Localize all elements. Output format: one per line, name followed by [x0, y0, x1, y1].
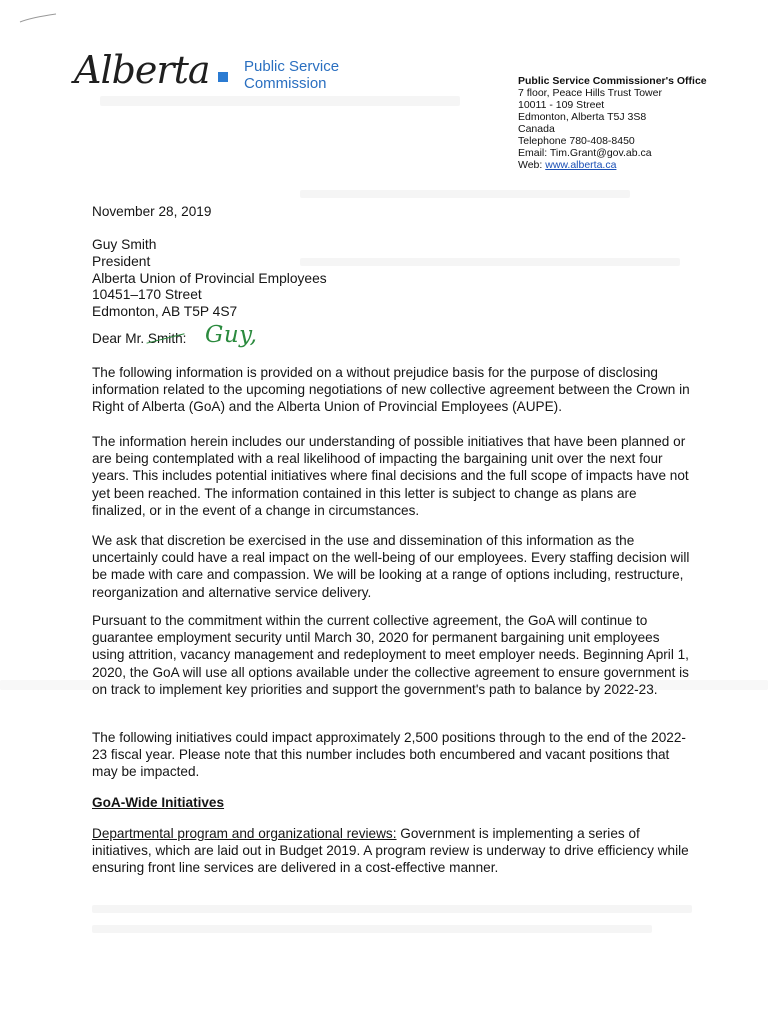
office-line: Edmonton, Alberta T5J 3S8 — [518, 111, 647, 123]
office-address-block — [518, 75, 707, 171]
paragraph-scope: The information herein includes our understanding of possible initiatives that have been planned or are being contemplated with a real likelihood of impacting the bargaining unit over the next four years. This includes potential initiatives where final decisions and the full scope of impacts have not yet been reached. The information contained in this letter is subject to change as plans are finalized, or in the event of a change in circumstances. — [92, 434, 689, 518]
scan-mark-icon — [18, 12, 58, 24]
salutation-prefix: Dear Mr. — [92, 331, 148, 346]
logo-square-icon — [218, 72, 228, 82]
letter-date: November 28, 2019 — [92, 204, 212, 219]
office-web — [518, 159, 707, 171]
psc-name-line2: Commission — [244, 75, 327, 92]
office-line: 7 floor, Peace Hills Trust Tower — [518, 87, 662, 99]
website-link[interactable]: www.alberta.ca — [545, 159, 617, 171]
psc-name-line1: Public Service — [244, 58, 340, 75]
salutation — [92, 330, 692, 347]
recipient-title: President — [92, 253, 151, 269]
alberta-logo — [74, 44, 234, 104]
recipient-name: Guy Smith — [92, 237, 157, 252]
office-phone: Telephone 780-408-8450 — [518, 135, 635, 147]
paragraph-discretion: We ask that discretion be exercised in the use and dissemination of this information as the uncertainly could have a real impact on the well-being of our employees. Every staffing decision will be made with care and compassion. We will be looking at a range of options including, restructure, reorganization and alternative service delivery. — [92, 533, 690, 600]
salutation-colon: : — [182, 331, 187, 346]
section-heading: GoA-Wide Initiatives — [92, 795, 225, 810]
paragraph-program-reviews — [92, 825, 692, 877]
program-review-lead: Departmental program and organizational reviews: — [92, 826, 397, 841]
office-email: Email: Tim.Grant@gov.ab.ca — [518, 147, 652, 159]
recipient-org: Alberta Union of Provincial Employees — [92, 270, 327, 286]
office-web-prefix: Web: — [518, 159, 546, 171]
office-line: Canada — [518, 123, 555, 135]
scan-artifact — [300, 190, 630, 198]
recipient-city: Edmonton, AB T5P 4S7 — [92, 304, 238, 320]
paragraph-employment-security: Pursuant to the commitment within the current collective agreement, the GoA will continue to guarantee employment security until March 30, 2020 for permanent bargaining unit employees using attrition, vacancy management and redeployment to meet employer needs. Beginning April 1, 2020, the GoA will use all options available under the collective agreement to ensure government is on track to implement key priorities and support the government's path to balance by 2022-23. — [92, 613, 689, 697]
recipient-street: 10451–170 Street — [92, 287, 202, 303]
struck-surname: Smith — [147, 331, 183, 346]
scan-artifact — [92, 905, 692, 913]
recipient-address — [92, 237, 692, 321]
paragraph-impact-count: The following initiatives could impact approximately 2,500 positions through to the end of the 2022-23 fiscal year. Please note that this number includes both encumbered and vacant positions that may be impacted. — [92, 730, 686, 780]
paragraph-purpose: The following information is provided on a without prejudice basis for the purpose of disclosing information related to the upcoming negotiations of new collective agreement between the Crown in Right of Alberta (GoA) and the Alberta Union of Provincial Employees (AUPE). — [92, 365, 690, 415]
handwritten-first-name: Guy, — [205, 322, 258, 348]
scan-artifact — [92, 925, 652, 933]
logo-wordmark: Alberta — [74, 48, 210, 92]
office-title: Public Service Commissioner's Office — [518, 75, 707, 87]
office-line: 10011 - 109 Street — [518, 99, 605, 111]
program-review-text: Government is implementing a series of initiatives, which are laid out in Budget 2019. A program review is underway to drive efficiency while ensuring front line services are delivered in a cost-effective manner. — [92, 826, 689, 876]
